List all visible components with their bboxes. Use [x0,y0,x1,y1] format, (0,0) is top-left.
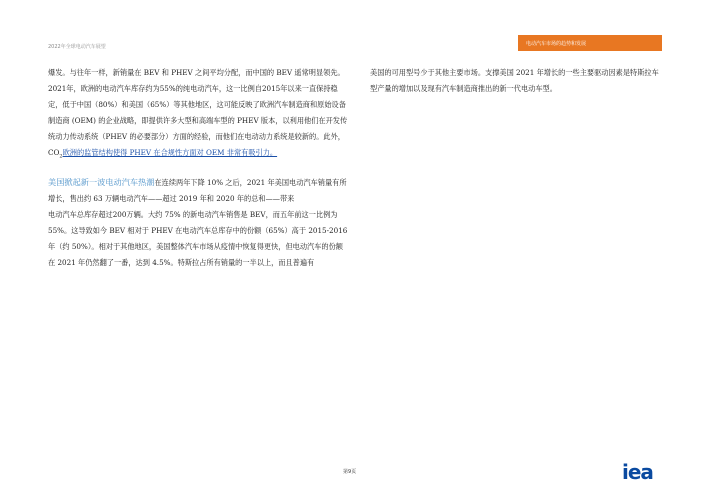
paragraph-us-stock: 电动汽车总库存超过200万辆。大约 75% 的新电动汽车销售是 BEV，而五年前这一比例为 55%。这导致如今 BEV 相对于 PHEV 在电动汽车总库存中的份额（65%）高于 2015-2016 年（约 50%）。相对于其他地区，美国整体汽车市场从疫情中恢复得更快，但电动汽车的份额在 2021 年仍然翻了一番，达到 4.5%。特斯拉占所有销量的一半以上，而且普遍有 [48,210,348,268]
paragraph-europe-text: 爆发。与往年一样，新销量在 BEV 和 PHEV 之间平均分配，而中国的 BEV 遥常明显领先。 2021年，欧洲的电动汽车库存约为55%的纯电动汽车，这一比例自2015年以来一直保持稳定，低于中国（80%）和美国（65%）等其他地区，这可能反映了欧洲汽车制造商和原始设备制造商 (OEM) 的企业战略，即提供许多大型和高端车型的 PHEV 版本，以利用他们在开发传统动力传动系统（PHEV 的必要部分）方面的经验，而他们在电动动力系统是较新的。此外， [48,68,348,141]
paragraph-us [48,174,348,207]
iea-logo: iea [622,460,653,484]
paragraph-us-text: 在连续两年下降 10% 之后，2021 年美国电动汽车销量有所增长，售出约 63 万辆电动汽车——超过 2019 年和 2020 年的总和——带来 [48,178,347,204]
page-number: 第9页 [343,469,357,475]
header-report-title: 2022年全球电动汽车展望 [48,44,106,50]
left-column [48,65,348,271]
co2-term: $CO_2$ [48,148,63,160]
header-section-band [518,35,662,51]
paragraph-us-models: 美国的可用型号少于其他主要市场。支撑美国 2021 年增长的一些主要驱动因素是特斯拉车型产量的增加以及现有汽车制造商推出的新一代电动车型。 [370,68,659,93]
header-section-title: 电动汽车市场的趋势和发展 [526,41,587,47]
us-section-heading: 美国掀起新一波电动汽车热潮 [48,177,155,188]
europe-regulation-link[interactable]: 欧洲的监管结构使得 PHEV 在合规性方面对 OEM 非常有吸引力。 [62,148,278,157]
right-column [370,65,662,97]
paragraph-europe [48,65,348,164]
